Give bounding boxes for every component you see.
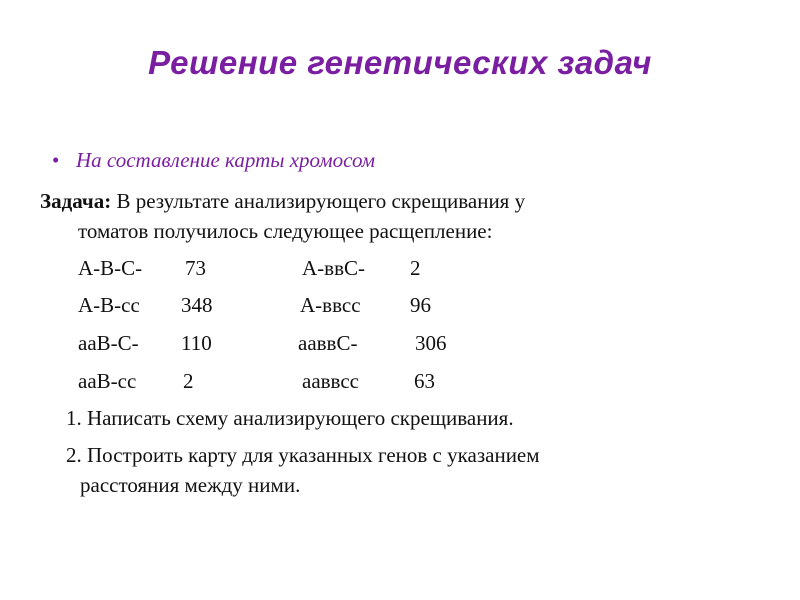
left-count: 348: [181, 293, 213, 317]
left-count: 110: [181, 331, 212, 355]
left-count: 73: [185, 256, 206, 280]
bullet-marker: •: [52, 148, 60, 172]
task-statement: [40, 186, 720, 246]
right-genotype: ааввсс: [302, 369, 359, 393]
slide-title: Решение генетических задач: [148, 44, 652, 81]
question-2-line1: 2. Построить карту для указанных генов с указанием: [66, 443, 540, 467]
left-genotype: ааВ-сс: [78, 369, 137, 393]
left-count: 2: [183, 369, 194, 393]
right-count: 63: [414, 369, 435, 393]
right-count: 2: [410, 256, 421, 280]
right-genotype: А-ввсс: [300, 293, 361, 317]
task-label: Задача:: [40, 189, 112, 213]
question-2: [66, 440, 540, 500]
right-genotype: ааввС-: [298, 331, 358, 355]
bullet-text: На составление карты хромосом: [76, 148, 376, 172]
bullet-item: [52, 148, 375, 173]
right-genotype: А-ввС-: [302, 256, 365, 280]
right-count: 306: [415, 331, 447, 355]
task-text-line1: В результате анализирующего скрещивания у: [111, 189, 526, 213]
right-count: 96: [410, 293, 431, 317]
task-text-line2: томатов получилось следующее расщепление:: [78, 219, 493, 243]
left-genotype: ааВ-С-: [78, 331, 139, 355]
question-2-line2: расстояния между ними.: [80, 473, 301, 497]
left-genotype: А-В-сс: [78, 293, 140, 317]
left-genotype: А-В-С-: [78, 256, 143, 280]
question-1: 1. Написать схему анализирующего скрещивания.: [66, 406, 514, 430]
